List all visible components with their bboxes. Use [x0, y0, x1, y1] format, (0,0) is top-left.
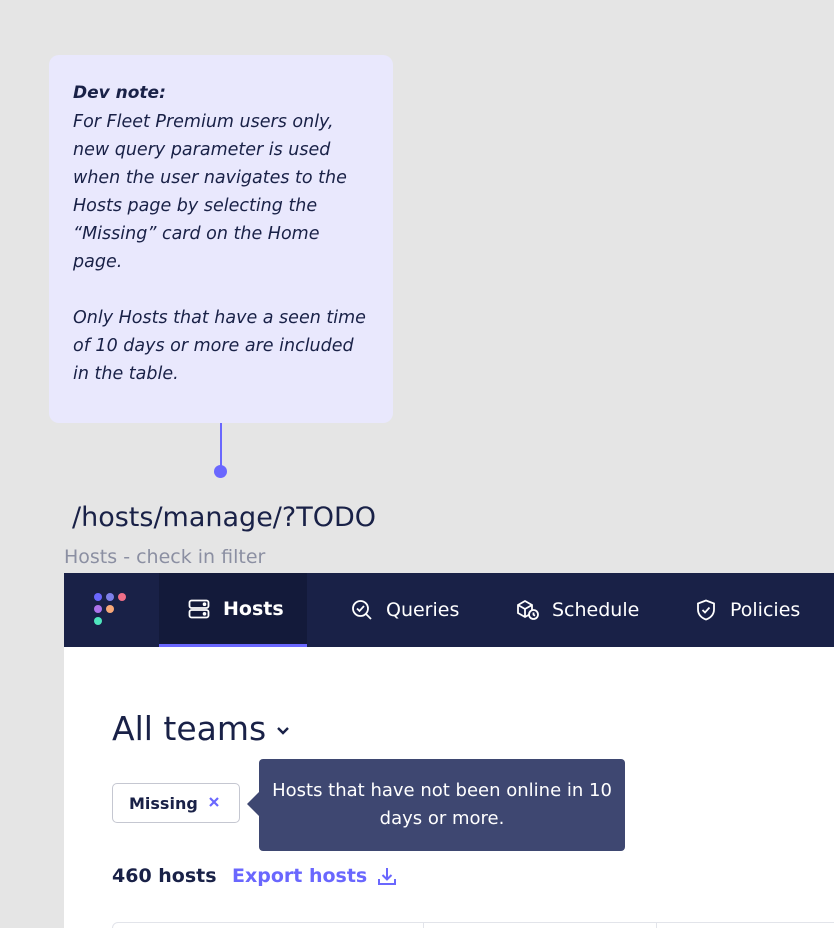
- hosts-table: [112, 922, 834, 928]
- frame-label: Hosts - check in filter: [64, 546, 266, 568]
- route-path: /hosts/manage/?TODO: [72, 502, 377, 533]
- nav-item-label: Schedule: [552, 599, 640, 621]
- top-nav: [64, 573, 834, 647]
- app-frame: [64, 573, 834, 928]
- nav-item-queries[interactable]: [350, 573, 459, 647]
- nav-item-label: Hosts: [223, 597, 284, 620]
- dev-note-body: For Fleet Premium users only, new query parameter is used when the user navigates to the Hosts page by selecting the “Missing” card on the Home page. Only Hosts that have a seen time of 10 days or more are included in the table.: [73, 112, 366, 384]
- note-connector-line: [220, 423, 222, 467]
- host-count: 460 hosts: [112, 865, 217, 887]
- note-connector-dot: [214, 465, 227, 478]
- chevron-down-icon: [276, 726, 290, 736]
- table-column-divider: [656, 922, 657, 928]
- team-selector[interactable]: [112, 709, 290, 748]
- nav-item-schedule[interactable]: [515, 573, 639, 647]
- filter-chip-label: Missing: [129, 793, 198, 813]
- nav-item-policies[interactable]: [694, 573, 800, 647]
- dev-note-title: Dev note:: [73, 83, 166, 103]
- close-icon[interactable]: [207, 795, 221, 809]
- table-column-divider: [423, 922, 424, 928]
- fleet-logo-icon[interactable]: [93, 593, 133, 633]
- nav-item-label: Policies: [730, 599, 801, 621]
- export-hosts-label: Export hosts: [232, 865, 368, 887]
- dev-note-card: [49, 55, 393, 423]
- queries-icon: [350, 598, 374, 622]
- nav-item-hosts[interactable]: [159, 573, 307, 647]
- missing-filter-chip: [112, 783, 240, 823]
- download-icon: [377, 866, 397, 886]
- schedule-icon: [515, 598, 540, 622]
- tooltip-arrow: [247, 792, 259, 816]
- page-title: All teams: [112, 709, 267, 748]
- export-hosts-button[interactable]: [232, 865, 397, 887]
- filter-tooltip: Hosts that have not been online in 10 days or more.: [259, 759, 625, 851]
- policies-icon: [694, 598, 718, 622]
- hosts-icon: [187, 597, 211, 621]
- nav-item-label: Queries: [386, 599, 460, 621]
